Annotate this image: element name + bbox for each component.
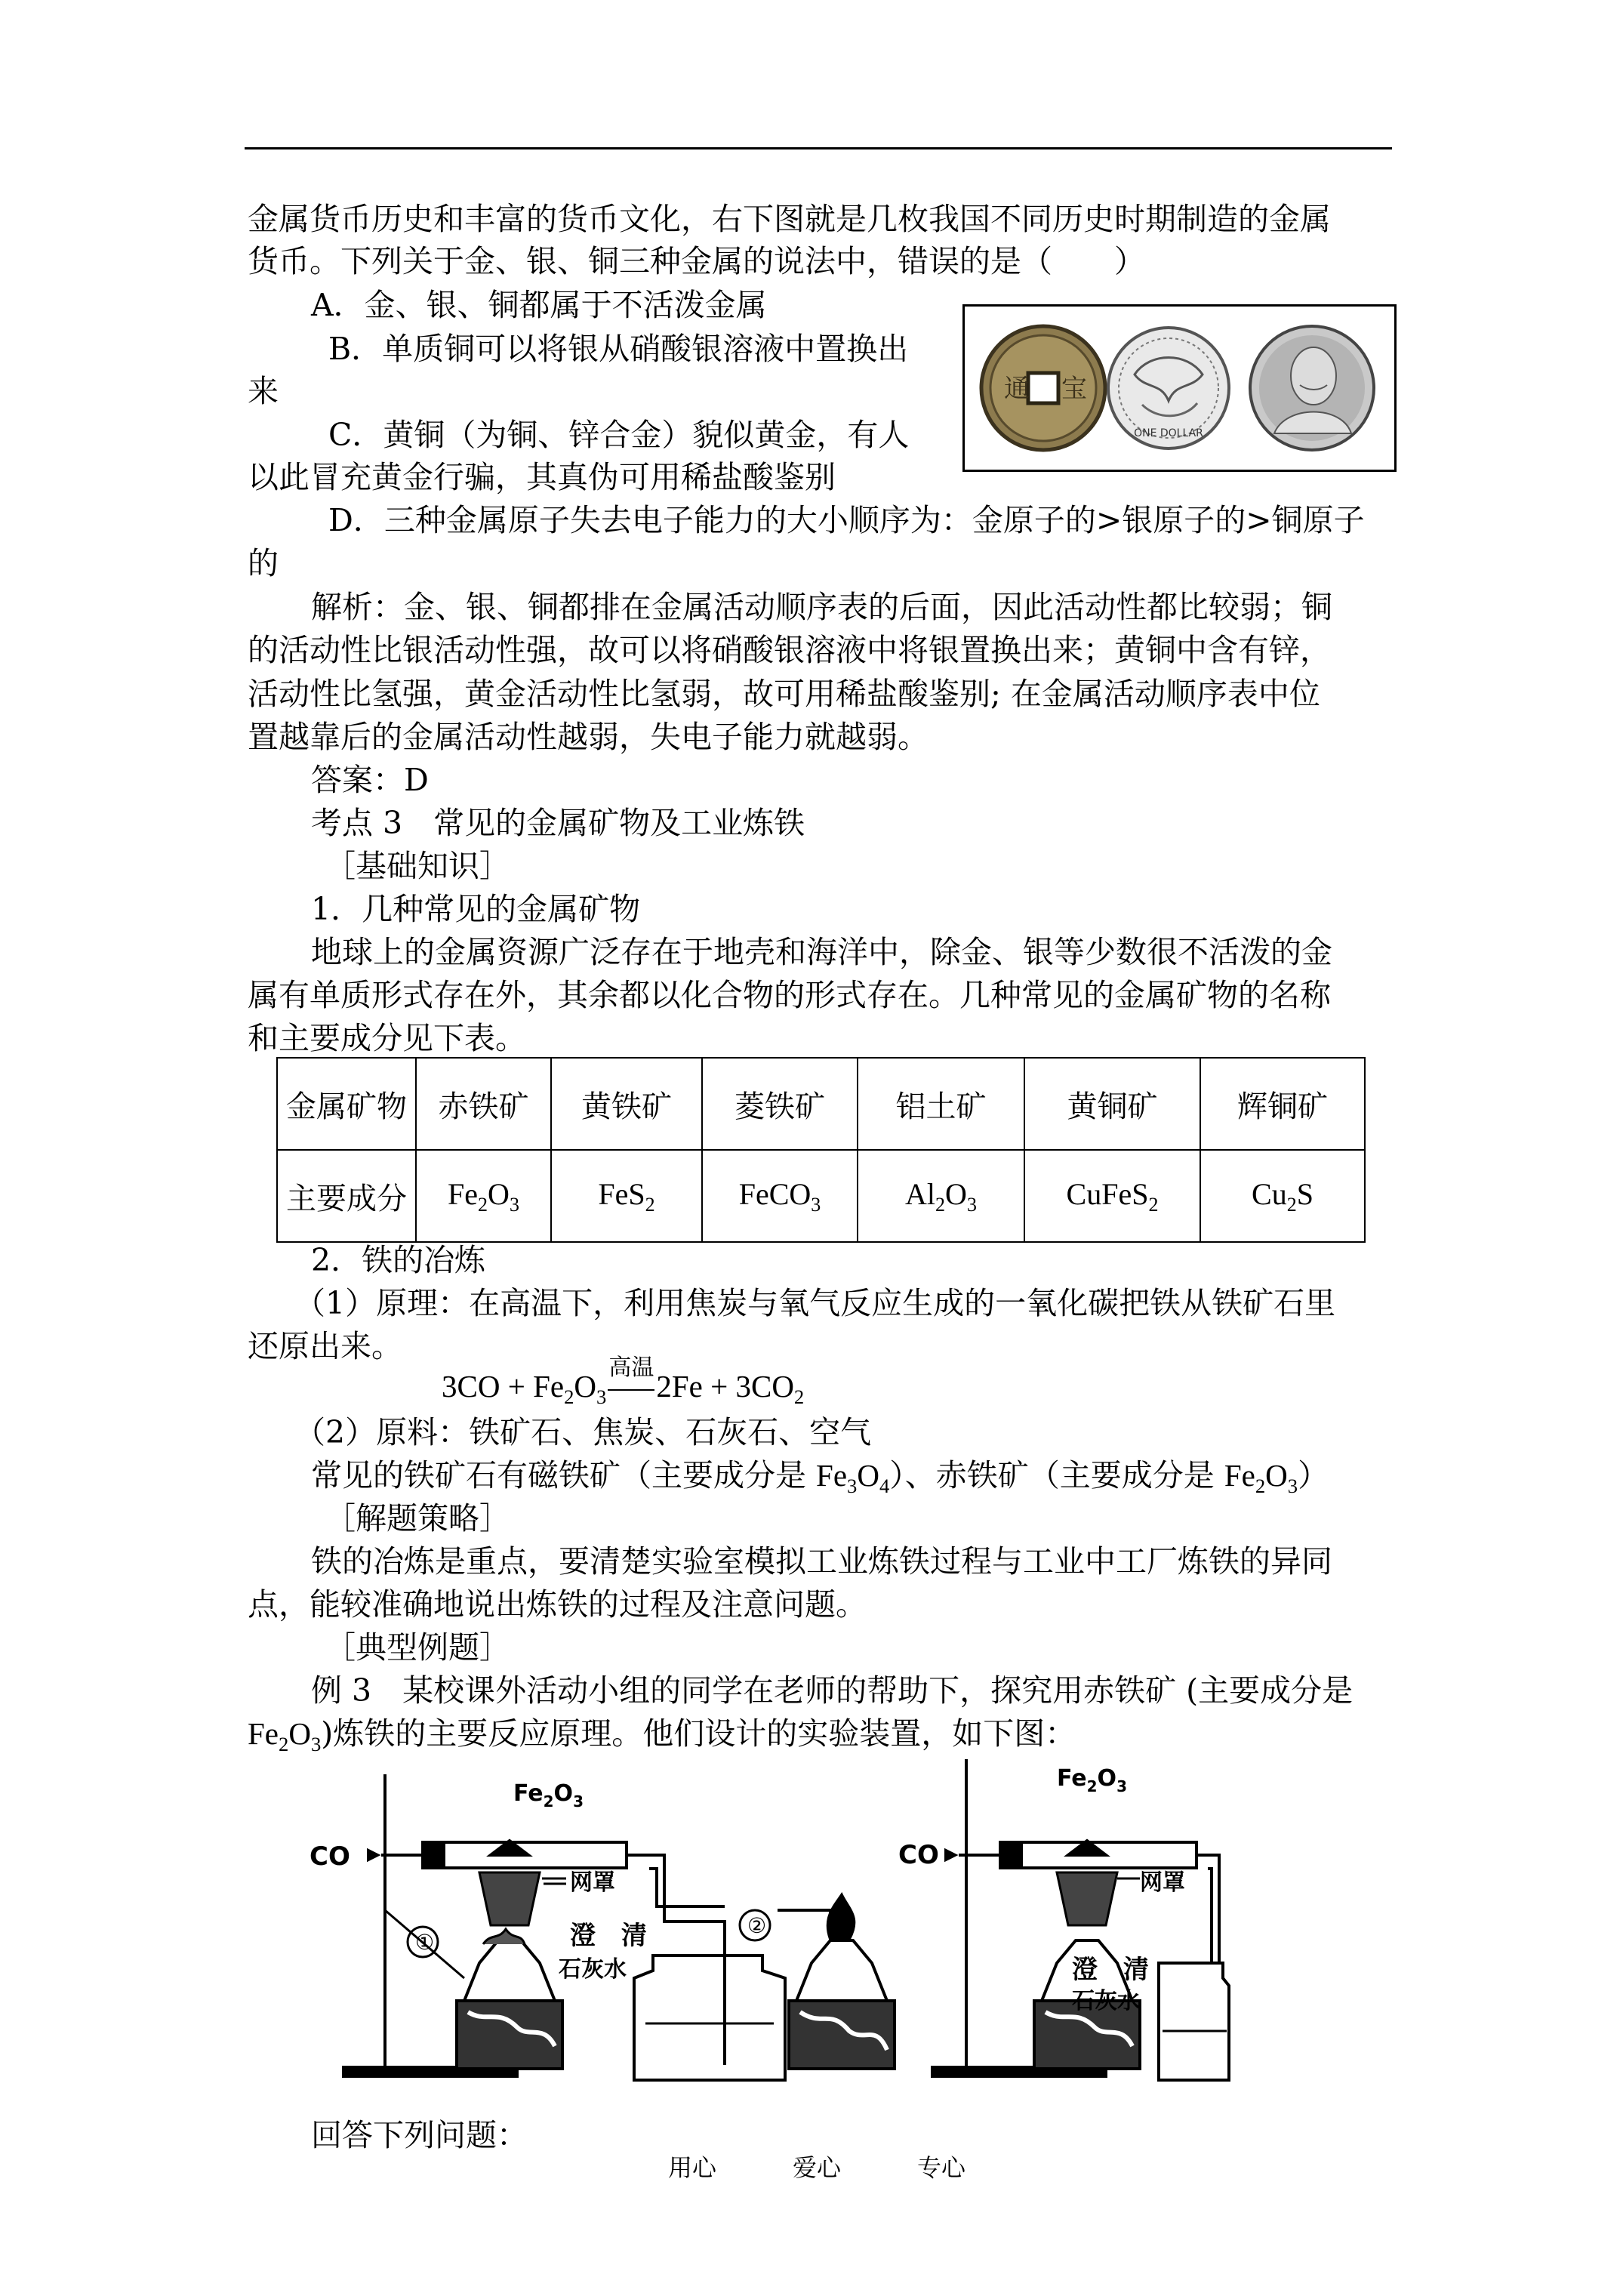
footer-text: 用心 (668, 2153, 717, 2182)
formula-cell: $Fe_2O_3$ (416, 1150, 551, 1242)
table-cell: 金属矿物 (277, 1058, 416, 1150)
formula-cell: $Al_2O_3$ (858, 1150, 1024, 1242)
answer: 答案：D (311, 762, 429, 798)
item-heading: 2．铁的冶炼 (311, 1242, 486, 1278)
table-cell: 主要成分 (277, 1150, 416, 1242)
fe2o3-label: $Fe_2O_3$ (513, 1780, 584, 1811)
analysis-text: 解析：金、银、铜都排在金属活动顺序表的后面，因此活动性都比较弱；铜 (311, 589, 1332, 625)
formula-cell: FeS$_2$ (551, 1150, 702, 1242)
table-cell: 菱铁矿 (702, 1058, 858, 1150)
paragraph-line: （1）原理：在高温下，利用焦炭与氧气反应生成的一氧化碳把铁从铁矿石里 (294, 1285, 1336, 1321)
table-row (277, 1150, 1365, 1242)
question-text-line: 金属货币历史和丰富的货币文化，右下图就是几枚我国不同历史时期制造的金属 (248, 201, 1331, 237)
table-cell: 辉铜矿 (1200, 1058, 1365, 1150)
option-b: B．单质铜可以将银从硝酸银溶液中置换出 (328, 331, 909, 367)
basics-heading: ［基础知识］ (325, 848, 510, 884)
ore-table (276, 1057, 1366, 1243)
co-label: CO (898, 1840, 939, 1870)
analysis-text: 活动性比氢强，黄金活动性比氢弱，故可用稀盐酸鉴别; 在金属活动顺序表中位 (248, 676, 1320, 712)
item-heading: 1．几种常见的金属矿物 (311, 891, 641, 927)
option-c: C．黄铜（为铜、锌合金）貌似黄金，有人 (328, 417, 910, 453)
footer-text: 爱心 (793, 2153, 842, 2182)
formula-cell: FeCO$_3$ (702, 1150, 858, 1242)
paragraph-line: 点，能较准确地说出炼铁的过程及注意问题。 (248, 1586, 867, 1623)
option-b-cont: 来 (248, 373, 279, 409)
option-a: A．金、银、铜都属于不活泼金属 (311, 287, 767, 323)
coins-image (962, 304, 1397, 472)
net-label: 网罩 (1140, 1869, 1185, 1896)
header-rule (245, 147, 1392, 149)
paragraph-line: 例 3 某校课外活动小组的同学在老师的帮助下，探究用赤铁矿 (主要成分是 (311, 1672, 1354, 1709)
question-text-line: 货币。下列关于金、银、铜三种金属的说法中，错误的是（ ） (248, 243, 1145, 279)
table-cell: 铝土矿 (858, 1058, 1024, 1150)
examples-heading: ［典型例题］ (325, 1629, 510, 1666)
reaction-equation: $3CO + Fe_2O_3$ 高温 $2Fe + 3CO_2$ (442, 1368, 804, 1409)
option-c-cont: 以此冒充黄金行骗，其真伪可用稀盐酸鉴别 (248, 459, 836, 495)
limewater-label: 澄 清 (570, 1921, 647, 1951)
reaction-condition: 高温 (608, 1354, 654, 1381)
paragraph-line: 还原出来。 (248, 1328, 402, 1364)
limewater-label: 石灰水 (1072, 1988, 1140, 2014)
limewater-label: 石灰水 (559, 1956, 627, 1983)
paragraph-line: 和主要成分见下表。 (248, 1020, 526, 1056)
table-row (277, 1058, 1365, 1150)
analysis-text: 置越靠后的金属活动性越弱，失电子能力就越弱。 (248, 719, 929, 755)
net-label: 网罩 (570, 1869, 615, 1896)
section-title: 考点 3 常见的金属矿物及工业炼铁 (311, 805, 805, 841)
paragraph-line: 属有单质形式存在外，其余都以化合物的形式存在。几种常见的金属矿物的名称 (248, 977, 1331, 1013)
svg-text:①: ① (415, 1930, 435, 1955)
option-d-cont: 的 (248, 545, 279, 581)
option-d: D．三种金属原子失去电子能力的大小顺序为：金原子的>银原子的>铜原子 (328, 502, 1365, 538)
paragraph-line: 回答下列问题： (311, 2117, 528, 2153)
analysis-text: 的活动性比银活动性强，故可以将硝酸银溶液中将银置换出来；黄铜中含有锌， (248, 632, 1331, 668)
formula-cell: $Cu_2S$ (1200, 1150, 1365, 1242)
table-cell: 赤铁矿 (416, 1058, 551, 1150)
paragraph-line: （2）原料：铁矿石、焦炭、石灰石、空气 (294, 1414, 872, 1450)
co-label: CO (310, 1841, 350, 1872)
apparatus-figure (302, 1752, 1230, 2091)
table-cell: 黄铜矿 (1024, 1058, 1200, 1150)
svg-text:通: 通 (1004, 374, 1030, 404)
svg-text:②: ② (747, 1913, 767, 1938)
formula-cell: CuFeS$_2$ (1024, 1150, 1200, 1242)
table-cell: 黄铁矿 (551, 1058, 702, 1150)
limewater-label: 澄 清 (1072, 1955, 1149, 1985)
fe2o3-label: $Fe_2O_3$ (1057, 1765, 1127, 1795)
paragraph-line: 常见的铁矿石有磁铁矿（主要成分是 $Fe_3O_4$）、赤铁矿（主要成分是 $Fe_2O_3$） (311, 1457, 1329, 1498)
svg-text:宝: 宝 (1061, 374, 1087, 404)
paragraph-line: $Fe_2O_3$)炼铁的主要反应原理。他们设计的实验装置，如下图： (248, 1715, 1076, 1756)
paragraph-line: 地球上的金属资源广泛存在于地壳和海洋中，除金、银等少数很不活泼的金 (311, 934, 1332, 970)
svg-text:ONE DOLLAR: ONE DOLLAR (1134, 427, 1203, 439)
paragraph-line: 铁的冶炼是重点，要清楚实验室模拟工业炼铁过程与工业中工厂炼铁的异同 (311, 1543, 1332, 1579)
strategy-heading: ［解题策略］ (325, 1500, 510, 1536)
footer-text: 专心 (917, 2153, 966, 2182)
